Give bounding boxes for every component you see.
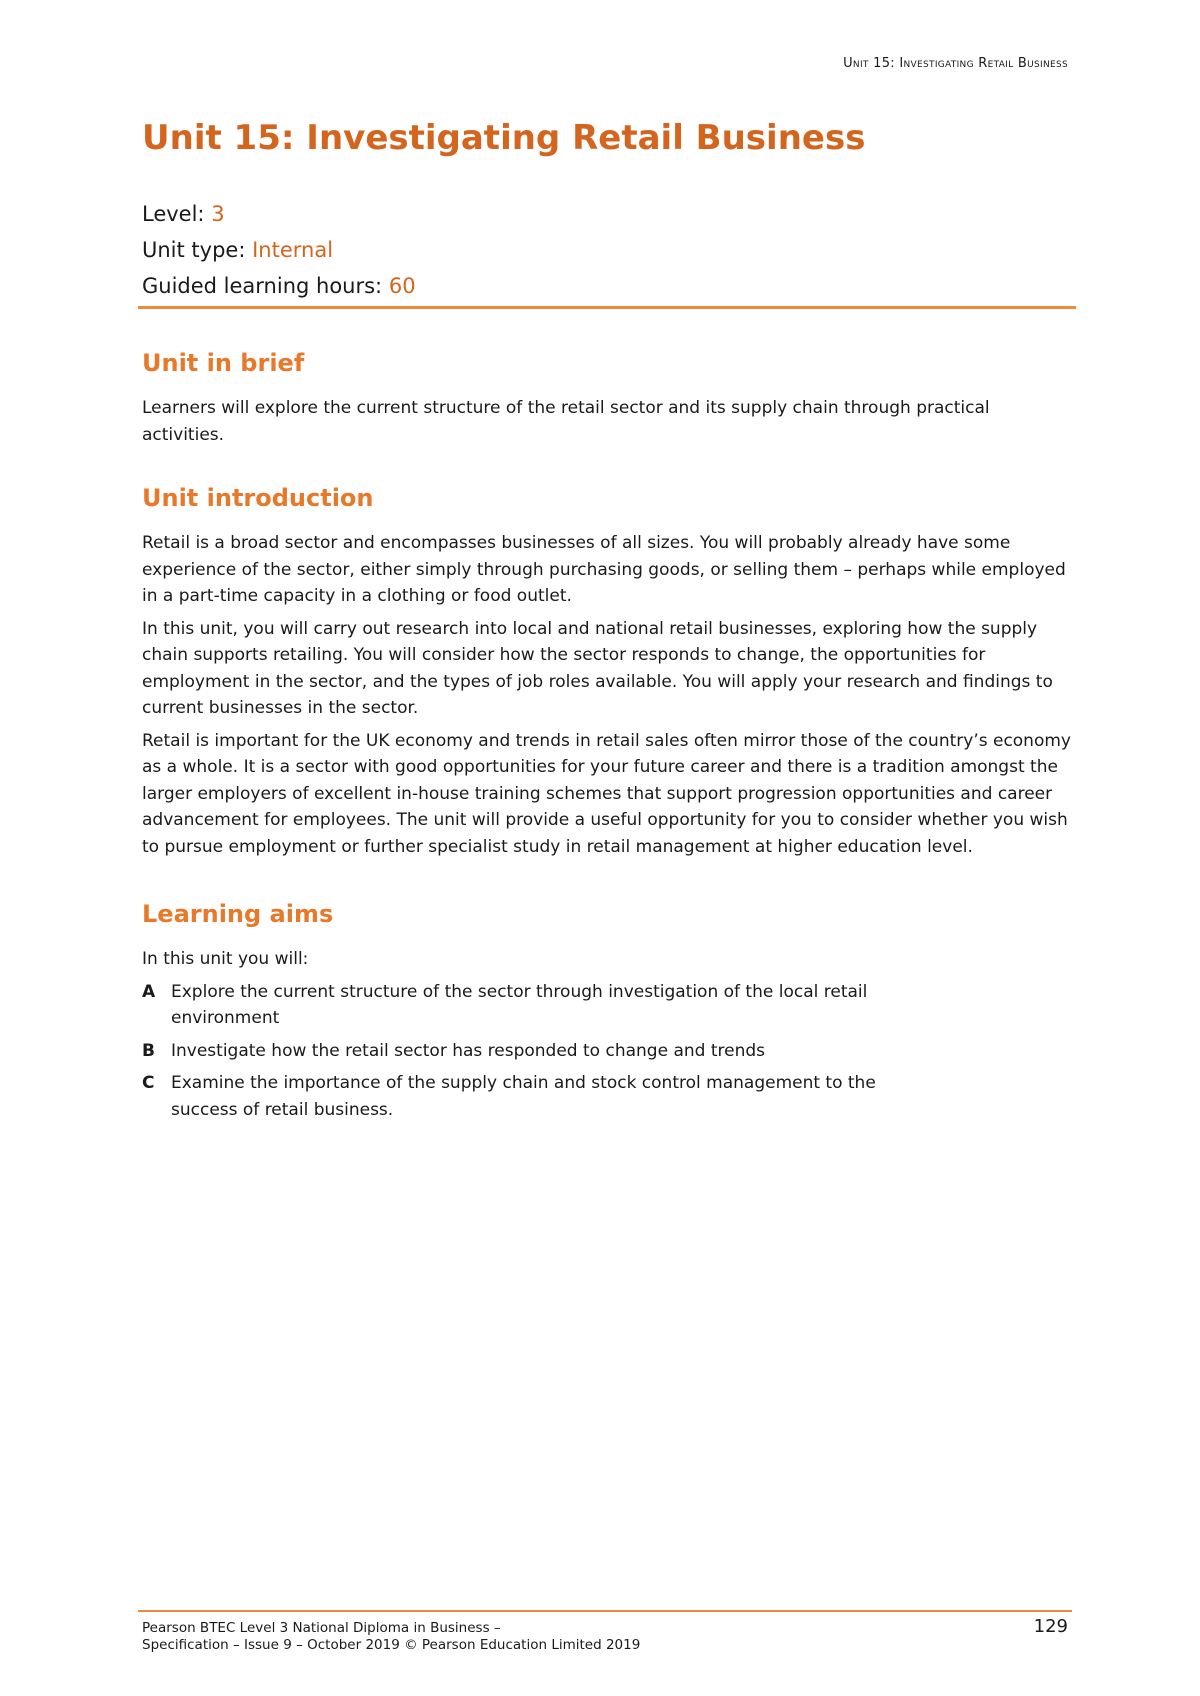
footer-line-1: Pearson BTEC Level 3 National Diploma in Business – xyxy=(142,1620,501,1636)
aim-text: Examine the importance of the supply chain and stock control management to the success of retail business. xyxy=(171,1073,876,1120)
page-title: Unit 15: Investigating Retail Business xyxy=(142,118,866,158)
unit-in-brief-heading: Unit in brief xyxy=(142,349,305,377)
glh-value: 60 xyxy=(388,274,416,298)
learning-aims-lead: In this unit you will: xyxy=(142,949,309,969)
unit-in-brief-text: Learners will explore the current structure of the retail sector and its supply chain through practical activities. xyxy=(142,398,990,445)
aim-letter: B xyxy=(142,1040,155,1061)
aim-letter: A xyxy=(142,981,156,1002)
intro-paragraph: Retail is important for the UK economy and trends in retail sales often mirror those of the country’s economy as a whole. It is a sector with good opportunities for your future career and there is a tradition amongst the larger employers of excellent in-house training schemes that support progression opportunities and career advancement for employees. The unit will provide a useful opportunity for you to consider whether you wish to pursue employment or further specialist study in retail management at higher education level. xyxy=(142,730,1071,857)
page-content xyxy=(142,118,1072,1129)
learning-aims-heading: Learning aims xyxy=(142,900,334,928)
glh-label: Guided learning hours: xyxy=(142,274,383,298)
learning-aim-item xyxy=(142,979,942,1032)
unit-type-value: Internal xyxy=(252,238,334,262)
intro-paragraph: Retail is a broad sector and encompasses businesses of all sizes. You will probably already have some experience of the sector, either simply through purchasing goods, or selling them – perhaps while employed in a part-time capacity in a clothing or food outlet. xyxy=(142,533,1066,606)
title-divider xyxy=(138,306,1076,309)
intro-paragraph: In this unit, you will carry out research into local and national retail businesses, exploring how the supply chain supports retailing. You will consider how the sector responds to change, the opportunities for employment in the sector, and the types of job roles available. You will apply your research and findings to current businesses in the sector. xyxy=(142,618,1053,718)
footer-divider xyxy=(138,1610,1072,1612)
footer-line-2: Specification – Issue 9 – October 2019 © Pearson Education Limited 2019 xyxy=(142,1637,641,1653)
level-value: 3 xyxy=(211,202,225,226)
footer-text xyxy=(142,1620,640,1654)
aim-text: Explore the current structure of the sector through investigation of the local retail environment xyxy=(171,981,868,1028)
learning-aim-item xyxy=(142,1070,942,1123)
learning-aims-list xyxy=(142,979,1072,1124)
glh-line xyxy=(142,268,1072,304)
running-header: Unit 15: Investigating Retail Business xyxy=(843,56,1068,71)
page-number: 129 xyxy=(1033,1616,1068,1637)
aim-text: Investigate how the retail sector has responded to change and trends xyxy=(171,1040,765,1061)
level-line xyxy=(142,196,1072,232)
unit-type-label: Unit type: xyxy=(142,238,246,262)
unit-type-line xyxy=(142,232,1072,268)
unit-introduction-heading: Unit introduction xyxy=(142,484,374,512)
learning-aim-item xyxy=(142,1038,942,1065)
level-label: Level: xyxy=(142,202,205,226)
aim-letter: C xyxy=(142,1073,155,1093)
